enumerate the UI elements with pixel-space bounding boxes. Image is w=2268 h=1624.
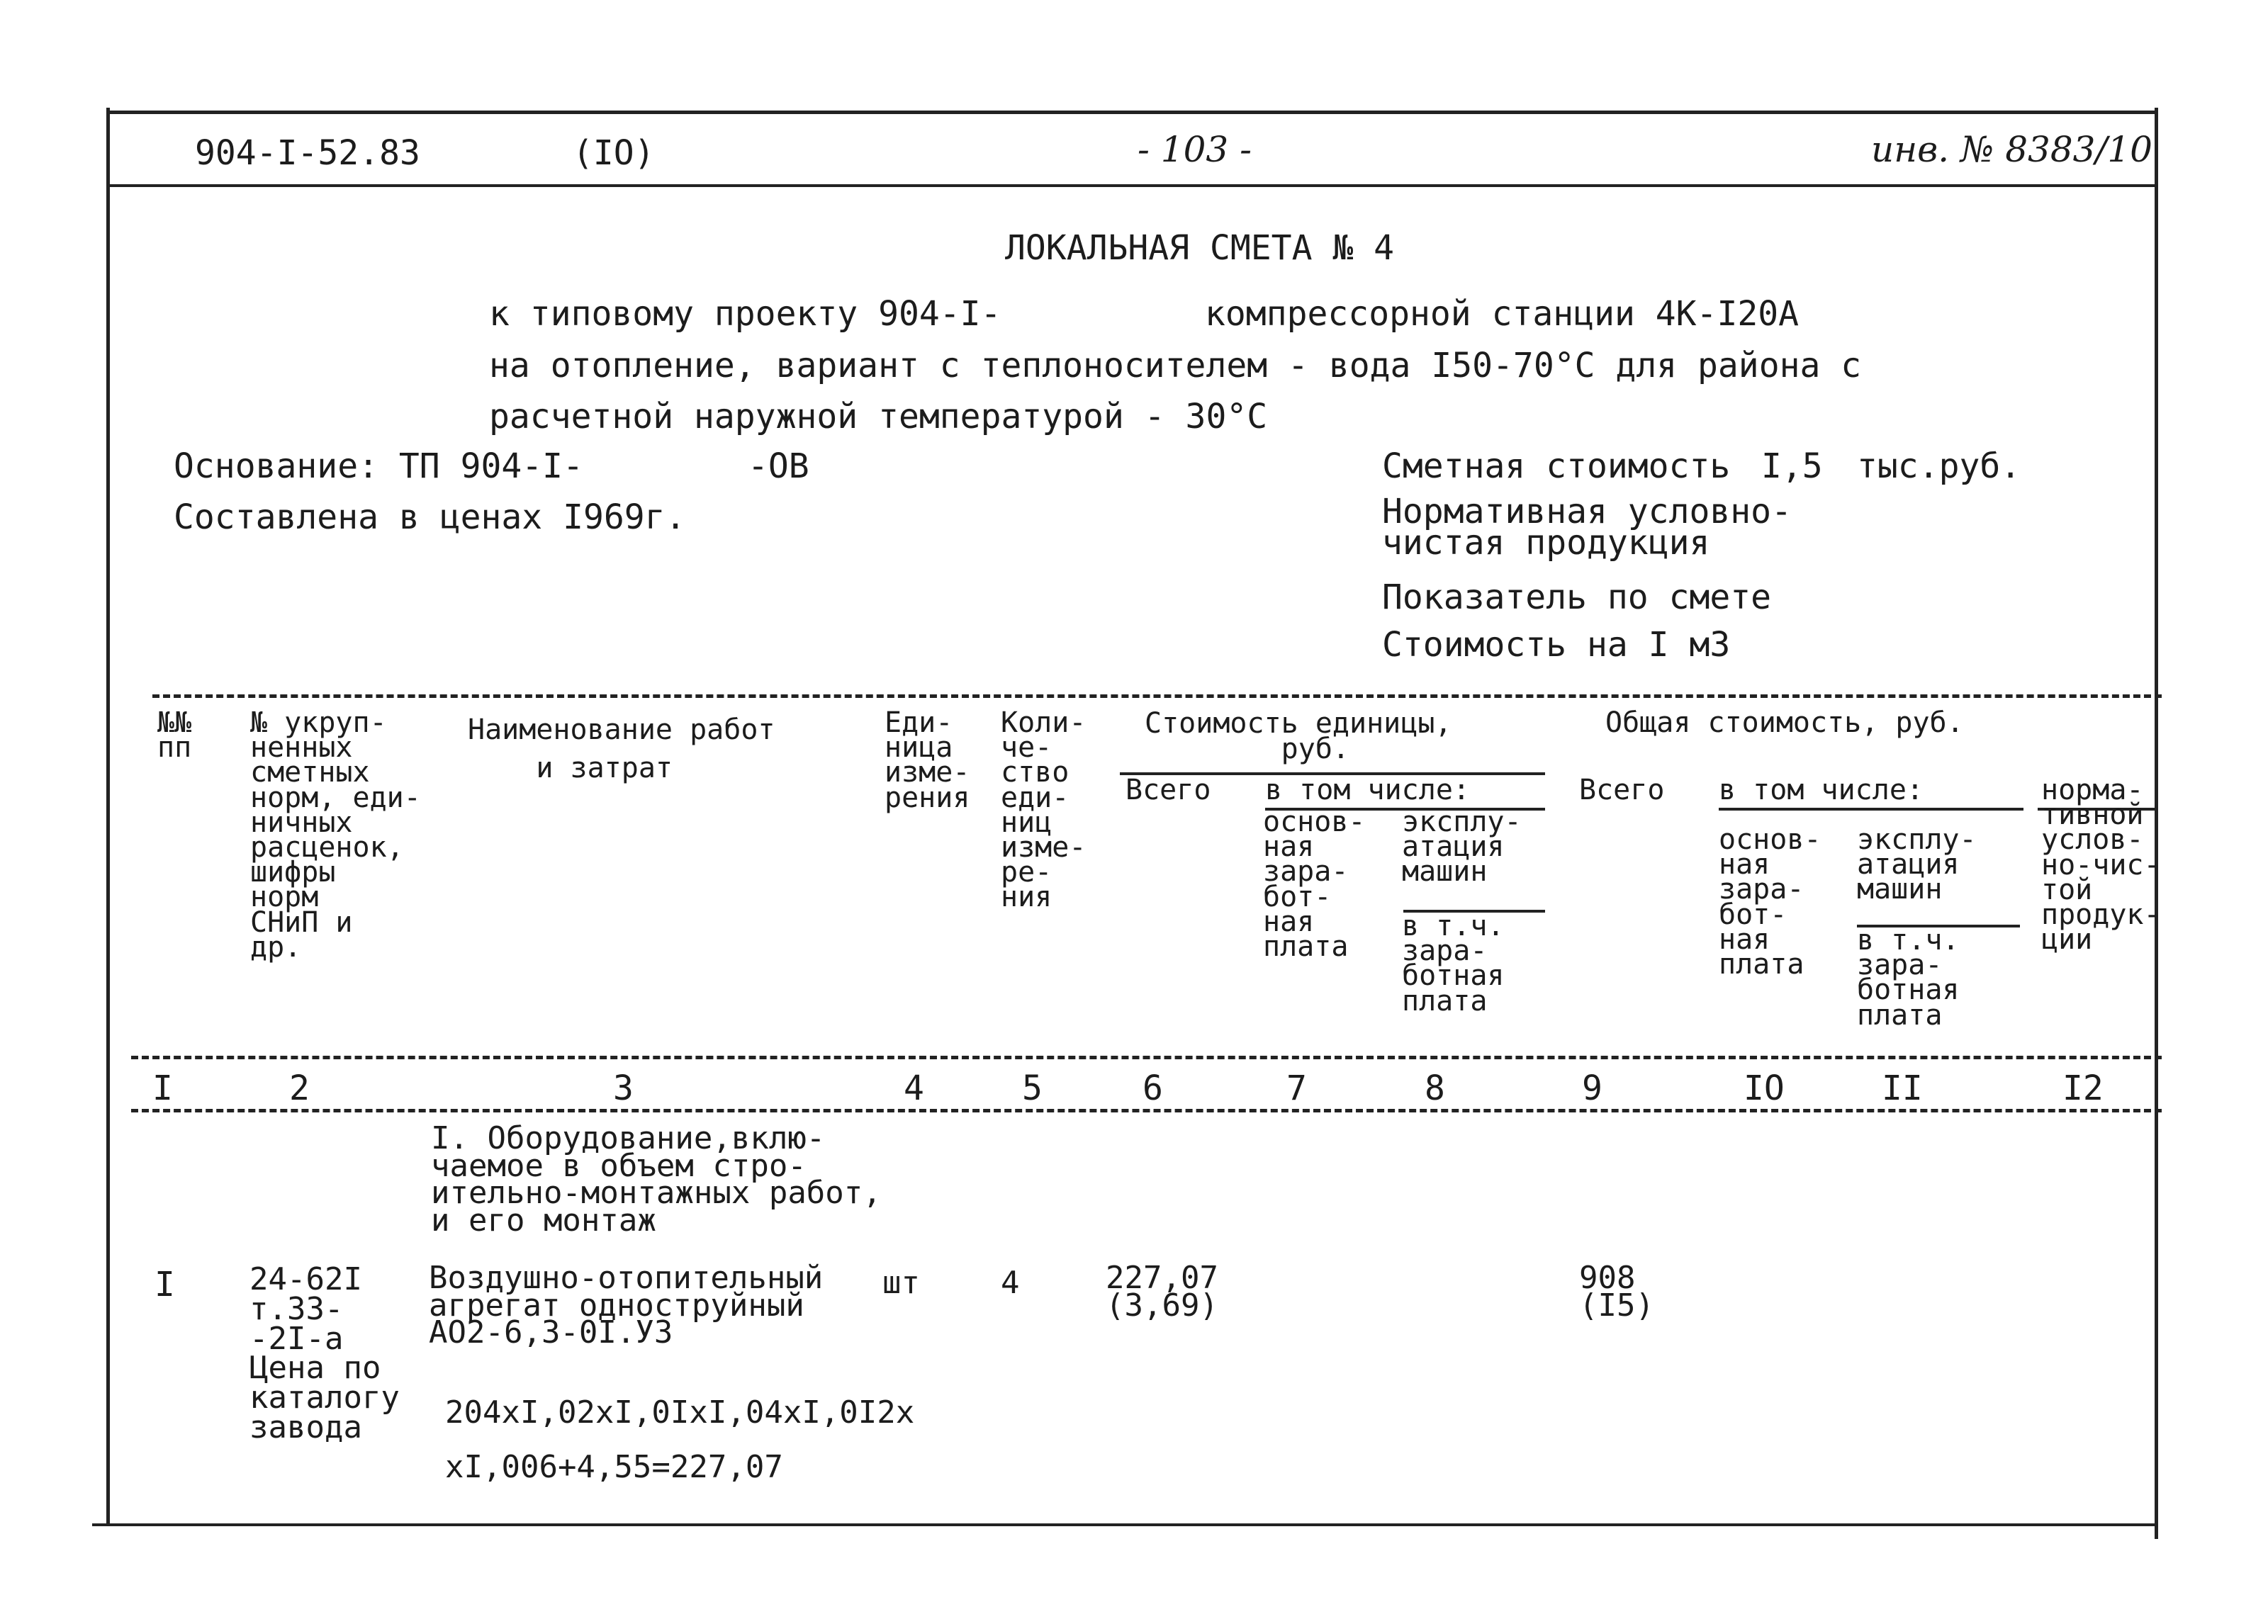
- row-1-quantity: 4: [1001, 1265, 1020, 1301]
- estimate-indicator: Показатель по смете: [1382, 577, 1772, 617]
- section-title: I. Оборудование,вклю- чаемое в объем стро- ительно-монтажных работ, и его монтаж: [431, 1120, 882, 1239]
- row-1-number: I: [155, 1265, 175, 1304]
- column-numbers-top-rule: [131, 1056, 2162, 1059]
- basis-label: Основание: ТП 904-I-: [174, 446, 583, 486]
- header-col-2: № укруп- ненных сметных норм, еди- ничных расценок, шифры норм СНиП и др.: [250, 706, 421, 964]
- page-number: - 103 -: [1138, 129, 1252, 170]
- row-1-total-cost: 908 (I5): [1579, 1260, 1654, 1324]
- sheet-number: (IO): [573, 133, 655, 173]
- header-unit-in-that-number: в том числе:: [1265, 774, 1470, 806]
- column-number-5: 5: [1022, 1068, 1043, 1108]
- column-number-6: 6: [1143, 1068, 1163, 1108]
- column-number-8: 8: [1425, 1068, 1445, 1108]
- row-1-calc-line-1: 204хI,02хI,0IхI,04хI,0I2х: [445, 1394, 915, 1431]
- frame-left-line: [106, 108, 110, 1525]
- header-total-in-that-number: в том числе:: [1719, 774, 1924, 806]
- header-col-10: основ- ная зара- бот- ная плата: [1719, 823, 1821, 981]
- column-number-11: II: [1882, 1068, 1923, 1108]
- header-col-8-machines: эксплу- атация машин: [1402, 806, 1522, 889]
- row-1-name: Воздушно-отопительный агрегат одноструйный АО2-6,3-0I.У3: [429, 1260, 824, 1351]
- basis-suffix: -ОВ: [748, 446, 809, 486]
- subtitle-line3: расчетной наружной температурой - 30°С: [489, 397, 1268, 436]
- column-number-3: 3: [613, 1068, 634, 1108]
- column-number-1: I: [152, 1068, 173, 1108]
- column-numbers-bottom-rule: [131, 1109, 2162, 1112]
- total-breakdown-rule: [1719, 808, 2023, 811]
- header-col-3: Наименование работ и затрат: [468, 714, 775, 784]
- estimated-cost-value: I,5: [1761, 446, 1823, 486]
- header-col-11-machines: эксплу- атация машин: [1857, 823, 1977, 906]
- estimated-cost-label: Сметная стоимость: [1382, 446, 1731, 486]
- header-col-8-wages: в т.ч. зара- ботная плата: [1402, 910, 1505, 1017]
- estimated-cost-unit: тыс.руб.: [1857, 446, 2021, 486]
- row-1-calc-line-2: хI,006+4,55=227,07: [445, 1449, 783, 1485]
- cost-per-m3: Стоимость на I м3: [1382, 625, 1731, 665]
- header-col-4: Еди- ница изме- рения: [885, 706, 970, 814]
- estimate-title: ЛОКАЛЬНАЯ СМЕТА № 4: [1005, 228, 1395, 268]
- header-col-12: норма- тивной услов- но-чис- той продук- ции: [2041, 774, 2161, 957]
- header-col-7: основ- ная зара- бот- ная плата: [1263, 806, 1366, 963]
- column-number-9: 9: [1582, 1068, 1602, 1108]
- header-col-5: Коли- че- ство еди- ниц изме- ре- ния: [1001, 706, 1087, 914]
- subtitle-line1-right: компрессорной станции 4К-I20А: [1205, 294, 1800, 334]
- header-col-6: Всего: [1125, 774, 1211, 806]
- document-code: 904-I-52.83: [195, 133, 420, 173]
- subtitle-line2: на отопление, вариант с теплоносителем - вода I50-70°С для района с: [489, 346, 1862, 385]
- column-number-4: 4: [904, 1068, 924, 1108]
- row-1-unit: шт: [882, 1265, 920, 1301]
- header-separator-line: [106, 184, 2156, 187]
- frame-bottom-line: [92, 1523, 2158, 1526]
- header-col-9: Всего: [1579, 774, 1665, 806]
- header-col-11-wages: в т.ч. зара- ботная плата: [1857, 924, 1960, 1032]
- table-top-rule: [152, 694, 2162, 698]
- prices-year: Составлена в ценах I969г.: [174, 497, 686, 537]
- row-1-code: 24-62I т.33- -2I-а Цена по каталогу завода: [249, 1261, 400, 1445]
- inventory-number: инв. № 8383/10: [1871, 129, 2152, 170]
- column-number-10: IO: [1744, 1068, 1785, 1108]
- header-total-group: Общая стоимость, руб.: [1605, 706, 1964, 739]
- column-number-7: 7: [1286, 1068, 1307, 1108]
- subtitle-line1-left: к типовому проекту 904-I-: [489, 294, 1001, 334]
- frame-top-line: [106, 111, 2156, 114]
- header-col-1: №№ пп: [157, 706, 192, 765]
- column-number-2: 2: [289, 1068, 310, 1108]
- column-number-12: I2: [2062, 1068, 2104, 1108]
- normative-product: Нормативная условно- чистая продукция: [1382, 492, 1792, 563]
- header-unit-cost-group: Стоимость единицы, руб.: [1145, 707, 1452, 765]
- row-1-unit-cost: 227,07 (3,69): [1106, 1260, 1218, 1324]
